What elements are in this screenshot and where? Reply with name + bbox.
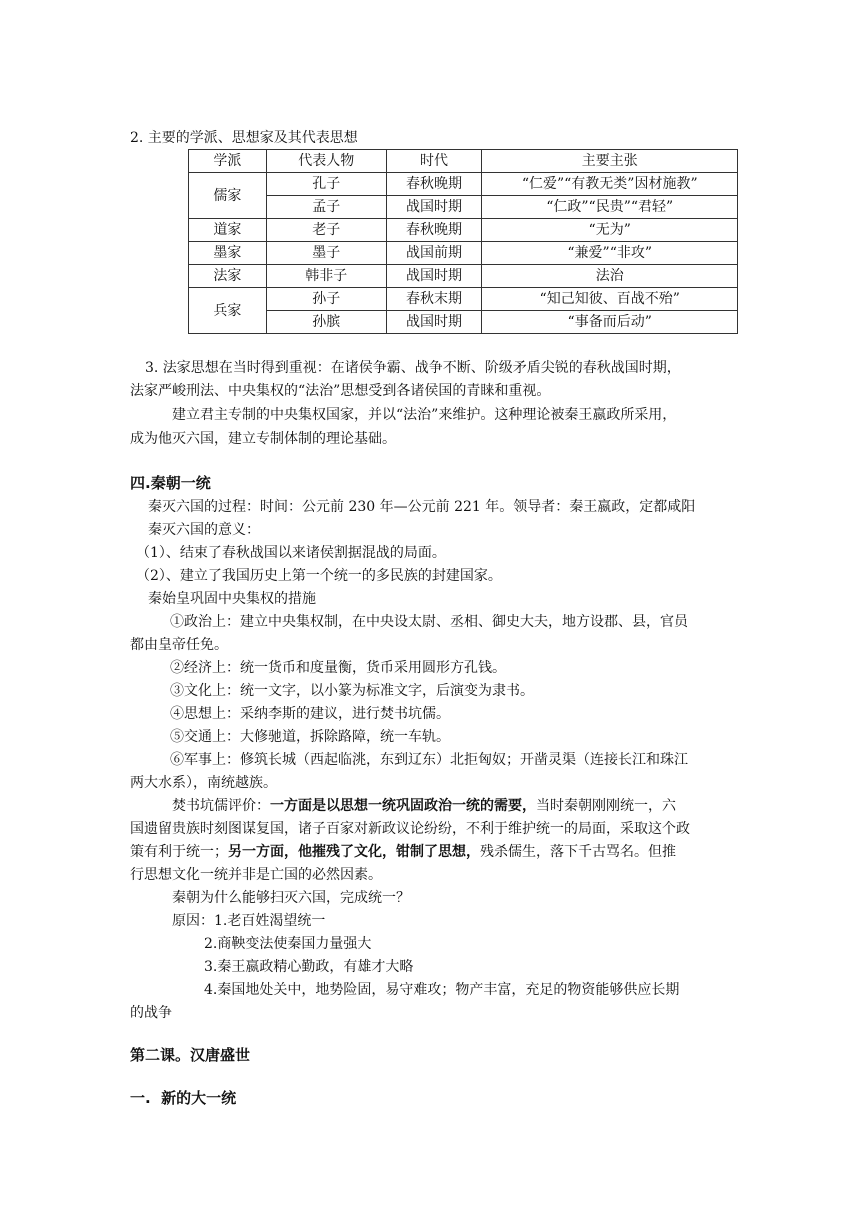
list-item: 2.商鞅变法使秦国力量强大	[204, 936, 372, 952]
table-row	[189, 219, 738, 242]
table-cell: 墨子	[266, 242, 386, 265]
lesson-heading: 第二课。汉唐盛世	[130, 1046, 251, 1064]
paragraph-line: 秦灭六国的过程：时间：公元前 230 年—公元前 221 年。领导者：秦王嬴政，定都咸阳	[148, 499, 696, 515]
paragraph-line: 秦始皇巩固中央集权的措施	[148, 591, 316, 607]
table-caption: 2. 主要的学派、思想家及其代表思想	[130, 130, 358, 146]
eval-bold-text: 一方面是以思想一统巩固政治一统的需要，	[270, 798, 536, 814]
table-cell: 法治	[482, 265, 738, 288]
table-cell: 春秋末期	[386, 288, 482, 311]
list-item: （1）、结束了春秋战国以来诸侯割据混战的局面。	[136, 545, 446, 561]
table-cell: 战国时期	[386, 311, 482, 334]
school-cell: 法家	[189, 265, 267, 288]
list-item: ⑤交通上：大修驰道，拆除路障，统一车轨。	[170, 729, 450, 745]
list-item: ⑥军事上：修筑长城（西起临洮，东到辽东）北拒匈奴；开凿灵渠（连接长江和珠江	[170, 752, 688, 768]
paragraph-line: 行思想文化一统并非是亡国的必然因素。	[130, 867, 382, 883]
eval-text: 策有利于统一；	[130, 844, 228, 860]
table-cell: 老子	[266, 219, 386, 242]
paragraph-line: 成为他灭六国，建立专制体制的理论基础。	[130, 431, 396, 447]
list-item: 4.秦国地处关中，地势险固，易守难攻；物产丰富，充足的物资能够供应长期	[204, 982, 680, 998]
table-cell: “知己知彼、百战不殆”	[482, 288, 738, 311]
table-row	[189, 173, 738, 196]
table-cell: “仁爱”“有教无类”因材施教”	[482, 173, 738, 196]
list-item: 的战争	[130, 1005, 172, 1021]
list-item: ④思想上：采纳李斯的建议，进行焚书坑儒。	[170, 706, 450, 722]
school-cell: 兵家	[189, 288, 267, 334]
list-item: ②经济上：统一货币和度量衡，货币采用圆形方孔钱。	[170, 660, 506, 676]
eval-bold-text: 另一方面，他摧残了文化，钳制了思想，	[228, 844, 480, 860]
table-header-row	[189, 150, 738, 173]
list-item: 原因：1.老百姓渴望统一	[172, 913, 326, 929]
table-cell: 战国时期	[386, 265, 482, 288]
paragraph-line	[130, 842, 676, 862]
table-row	[189, 265, 738, 288]
table-cell: 战国时期	[386, 196, 482, 219]
list-item: ③文化上：统一文字，以小篆为标准文字，后演变为隶书。	[170, 683, 534, 699]
list-item: ①政治上：建立中央集权制，在中央设太尉、丞相、御史大夫，地方设郡、县，官员	[170, 614, 688, 630]
paragraph-line: 秦朝为什么能够扫灭六国，完成统一？	[172, 890, 410, 906]
table-row	[189, 242, 738, 265]
school-cell: 墨家	[189, 242, 267, 265]
eval-text: 当时秦朝刚刚统一，六	[536, 798, 676, 814]
table-cell: 韩非子	[266, 265, 386, 288]
header-cell: 学派	[189, 150, 267, 173]
header-cell: 主要主张	[482, 150, 738, 173]
table-cell: 孙子	[266, 288, 386, 311]
table-cell: 春秋晚期	[386, 173, 482, 196]
paragraph-line	[172, 796, 676, 816]
eval-label: 焚书坑儒评价：	[172, 798, 270, 814]
table-row	[189, 288, 738, 311]
table-cell: 孔子	[266, 173, 386, 196]
school-cell: 儒家	[189, 173, 267, 219]
table-cell: 孙膑	[266, 311, 386, 334]
table-cell: “仁政”“民贵”“君轻”	[482, 196, 738, 219]
eval-text: 残杀儒生，落下千古骂名。但推	[480, 844, 676, 860]
list-item: 两大水系），南统越族。	[130, 775, 277, 791]
table-cell: “兼爱”“非攻”	[482, 242, 738, 265]
list-item: 都由皇帝任免。	[130, 637, 228, 653]
section-heading: 四.秦朝一统	[130, 474, 211, 492]
table-cell: “事备而后动”	[482, 311, 738, 334]
paragraph-line: 国遗留贵族时刻图谋复国，诸子百家对新政议论纷纷，不利于维护统一的局面，采取这个政	[130, 821, 690, 837]
section-heading: 一. 新的大一统	[130, 1089, 237, 1107]
paragraph-line: 3. 法家思想在当时得到重视：在诸侯争霸、战争不断、阶级矛盾尖锐的春秋战国时期，	[145, 360, 681, 376]
schools-table	[188, 149, 738, 334]
list-item: （2）、建立了我国历史上第一个统一的多民族的封建国家。	[136, 568, 502, 584]
table-cell: 战国前期	[386, 242, 482, 265]
table-cell: “无为”	[482, 219, 738, 242]
header-cell: 代表人物	[266, 150, 386, 173]
table-cell: 孟子	[266, 196, 386, 219]
paragraph-line: 法家严峻刑法、中央集权的“法治”思想受到各诸侯国的青睐和重视。	[130, 383, 551, 399]
table-cell: 春秋晚期	[386, 219, 482, 242]
school-cell: 道家	[189, 219, 267, 242]
paragraph-line: 秦灭六国的意义：	[148, 522, 260, 538]
paragraph-line: 建立君主专制的中央集权国家，并以“法治”来维护。这种理论被秦王嬴政所采用，	[172, 407, 677, 423]
table-row	[189, 196, 738, 219]
header-cell: 时代	[386, 150, 482, 173]
table-row	[189, 311, 738, 334]
list-item: 3.秦王嬴政精心勤政，有雄才大略	[204, 959, 414, 975]
